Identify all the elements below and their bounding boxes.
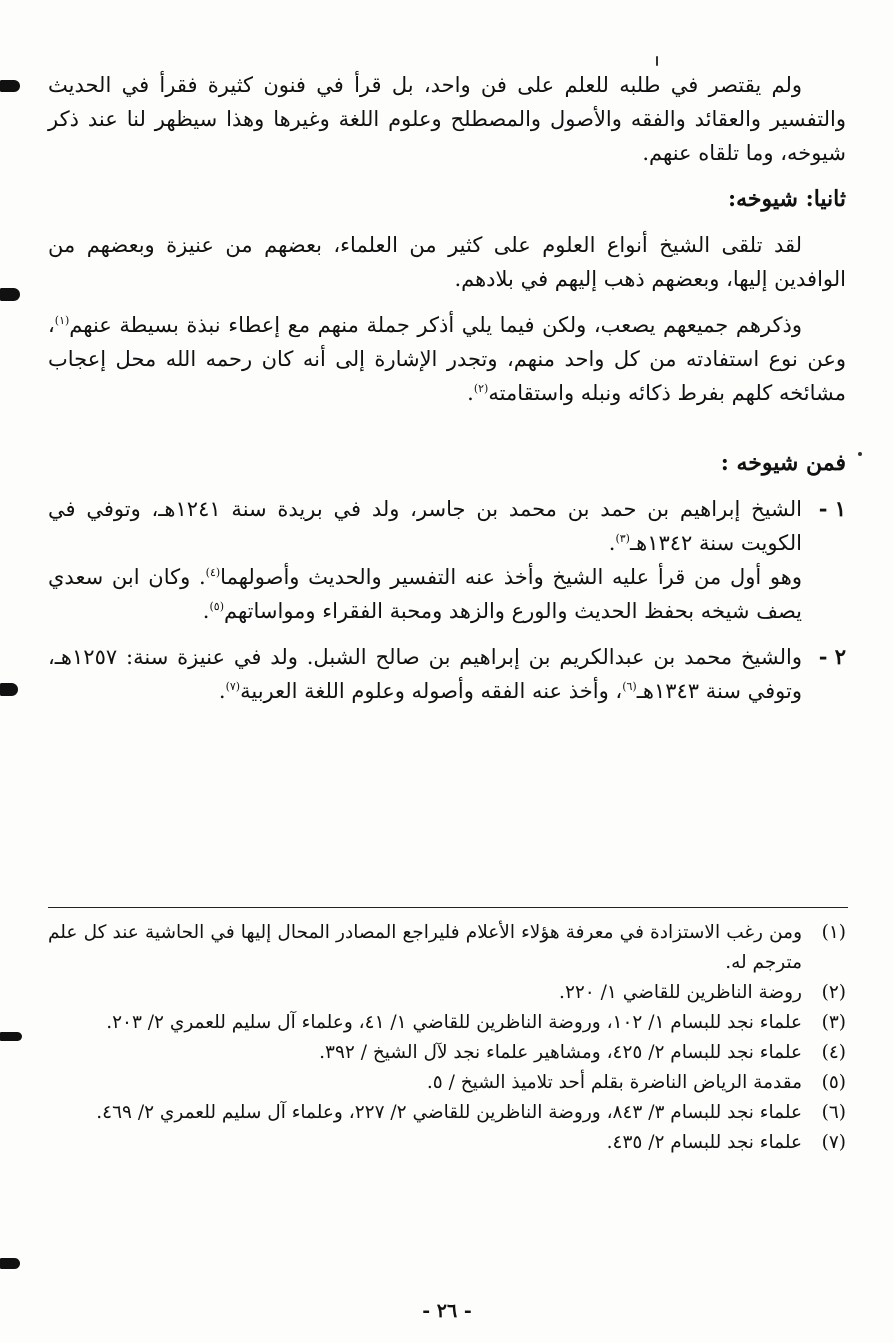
item-number: ٢ - — [818, 644, 846, 669]
section-heading: ثانيا: شيوخه: — [727, 186, 846, 212]
item-text — [48, 492, 802, 560]
scan-speck — [656, 56, 658, 66]
footnote-number: (١) — [821, 922, 846, 943]
footnote-number: (٦) — [821, 1102, 846, 1123]
scan-edge-mark — [0, 1032, 22, 1041]
footnote-text: روضة الناظرين للقاضي ١/ ٢٢٠. — [559, 982, 802, 1003]
scan-speck — [858, 452, 862, 456]
footnote-ref: (٣) — [615, 532, 630, 545]
footnote — [48, 1008, 846, 1038]
footnotes — [48, 918, 846, 1158]
teacher-item — [48, 640, 846, 708]
scan-edge-mark — [0, 683, 18, 696]
item-text — [48, 560, 802, 628]
footnote — [48, 1098, 846, 1128]
footnote-ref: (٧) — [225, 680, 241, 693]
page-number: - ٢٦ - — [422, 1300, 472, 1322]
footnote-number: (٥) — [821, 1072, 846, 1093]
item-text-part: . — [608, 531, 616, 555]
teacher-item — [48, 492, 846, 628]
footnote — [48, 1038, 846, 1068]
footnote-text: علماء نجد للبسام ٣/ ٨٤٣، وروضة الناظرين للقاضي ٢/ ٢٢٧، وعلماء آل سليم للعمري ٢/ ٤٦٩. — [96, 1102, 802, 1123]
item-text-part: الشيخ إبراهيم بن حمد بن محمد بن جاسر، ولد في بريدة سنة ١٢٤١هـ، وتوفي في الكويت سنة ١٣٤٢هـ — [48, 497, 802, 555]
footnote-number: (٢) — [821, 982, 846, 1003]
footnote-text: مقدمة الرياض الناضرة بقلم أحد تلاميذ الشيخ / ٥. — [426, 1072, 802, 1093]
footnote-number: (٤) — [821, 1042, 846, 1063]
paragraph-text: وذكرهم جميعهم يصعب، ولكن فيما يلي أذكر جملة منهم مع إعطاء نبذة بسيطة عنهم — [69, 313, 802, 337]
footnote — [48, 918, 846, 978]
item-text-part: والشيخ محمد بن عبدالكريم بن إبراهيم بن صالح الشبل. ولد في عنيزة سنة: ١٢٥٧هـ، وتوفي سنة ١٣٤٣هـ — [48, 645, 802, 703]
footnote-text: علماء نجد للبسام ٢/ ٤٢٥، ومشاهير علماء نجد لآل الشيخ / ٣٩٢. — [319, 1042, 802, 1063]
footnote-text: ومن رغب الاستزادة في معرفة هؤلاء الأعلام فليراجع المصادر المحال إليها في الحاشية عند كل علم مترجم له. — [48, 922, 802, 973]
footnote-number: (٧) — [821, 1132, 846, 1153]
intro-paragraph: ولم يقتصر في طلبه للعلم على فن واحد، بل قرأ في فنون كثيرة فقرأ في الحديث والتفسير والعقائد والفقه والأصول والمصطلح وعلوم اللغة وغيرها وهذا سيظهر لنا عند ذكر شيوخه، وما تلقاه عنهم. — [48, 73, 846, 165]
footnote — [48, 978, 846, 1008]
footnote-number: (٣) — [821, 1012, 846, 1033]
footnote-divider — [48, 907, 848, 908]
paragraph-teachers-intro: لقد تلقى الشيخ أنواع العلوم على كثير من العلماء، بعضهم من عنيزة وبعضهم من الوافدين إليها، وبعضهم ذهب إليهم في بلادهم. — [48, 233, 846, 291]
scan-edge-mark — [0, 1258, 20, 1269]
scan-edge-mark — [0, 288, 20, 301]
paragraph-teachers-note — [48, 308, 846, 410]
item-number: ١ - — [818, 496, 846, 521]
item-text-part: . وكان ابن سعدي يصف شيخه بحفظ الحديث والورع والزهد ومحبة الفقراء ومواساتهم — [48, 565, 802, 623]
scan-edge-mark — [0, 80, 20, 92]
footnote-ref: (١) — [54, 314, 70, 327]
footnote-ref: (٦) — [622, 680, 637, 693]
list-heading: فمن شيوخه : — [720, 450, 846, 476]
item-text-part: . — [218, 679, 226, 703]
footnote-ref: (٥) — [209, 600, 224, 613]
item-text-part: ، وأخذ عنه الفقه وأصوله وعلوم اللغة العربية — [240, 679, 623, 703]
footnote — [48, 1128, 846, 1158]
item-text — [48, 640, 802, 708]
footnote-text: علماء نجد للبسام ٢/ ٤٣٥. — [606, 1132, 802, 1153]
paragraph-text: ، وعن نوع استفادته من كل واحد منهم، وتجدر الإشارة إلى أنه كان رحمه الله محل إعجاب مشائخه كلهم بفرط ذكائه ونبله واستقامته — [48, 313, 846, 405]
item-text-part: . — [202, 599, 210, 623]
main-text — [48, 68, 846, 708]
footnote — [48, 1068, 846, 1098]
item-text-part: وهو أول من قرأ عليه الشيخ وأخذ عنه التفسير والحديث وأصولهما — [220, 565, 802, 589]
paragraph-text: . — [467, 381, 474, 405]
footnote-ref: (٢) — [473, 382, 489, 395]
footnote-text: علماء نجد للبسام ١/ ١٠٢، وروضة الناظرين للقاضي ١/ ٤١، وعلماء آل سليم للعمري ٢/ ٢٠٣. — [106, 1012, 802, 1033]
footnote-ref: (٤) — [205, 566, 221, 579]
